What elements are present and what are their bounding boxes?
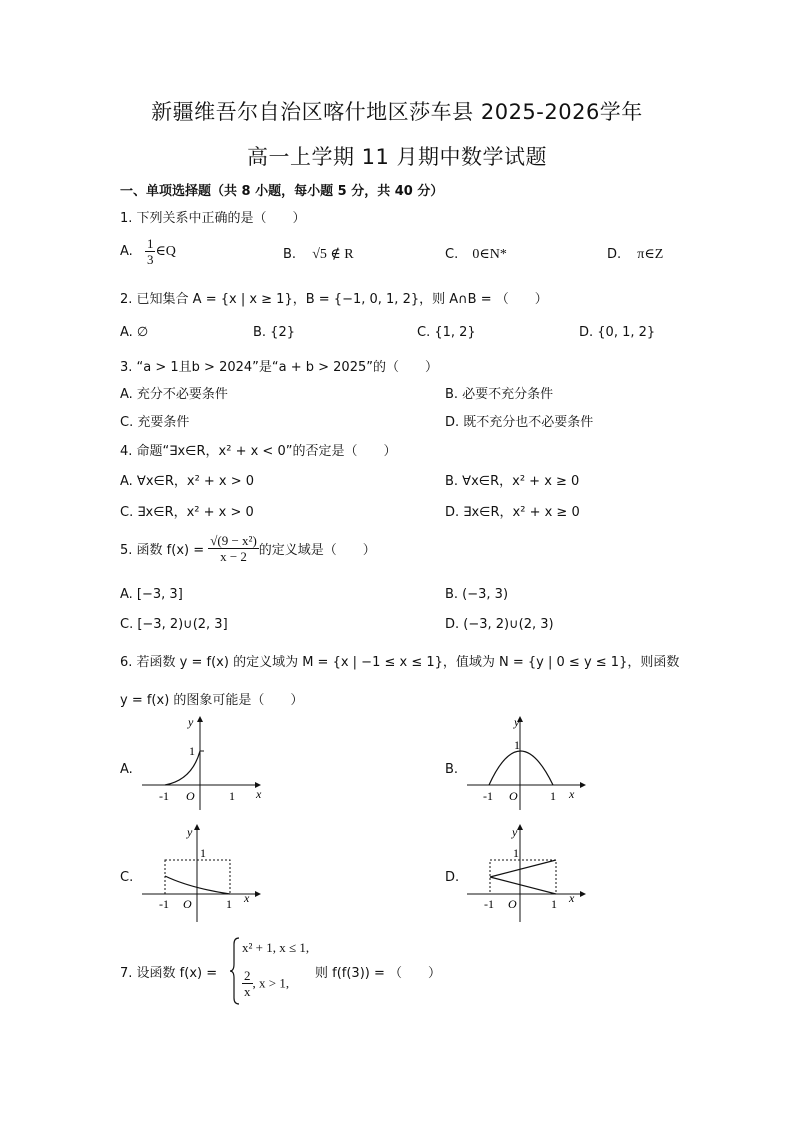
q5-option-b: B. (−3, 3): [445, 587, 509, 602]
q6-option-a-label: A.: [120, 762, 133, 777]
q1-option-a: [120, 236, 176, 267]
q3-option-c: C. 充要条件: [120, 415, 190, 430]
curve: [489, 751, 553, 785]
q2-option-c: C. {1, 2}: [417, 325, 476, 340]
y-one-label: 1: [189, 744, 195, 758]
one-label: 1: [551, 897, 557, 911]
q1-a-fraction: [145, 236, 156, 267]
neg-one-label: -1: [159, 789, 169, 803]
q7-stem-prefix: 7. 设函数 f(x) =: [120, 966, 218, 981]
q2-option-d: D. {0, 1, 2}: [579, 325, 656, 340]
q1-option-b: [283, 246, 354, 263]
q1-a-label: A.: [120, 244, 133, 259]
one-label: 1: [229, 789, 235, 803]
q4-option-c: C. ∃x∈R，x² + x > 0: [120, 505, 254, 520]
x-axis-arrow-icon: [580, 782, 586, 788]
q5-stem-suffix: 的定义域是（ ）: [258, 543, 376, 558]
q5-stem: [120, 533, 376, 564]
q4-option-b: B. ∀x∈R，x² + x ≥ 0: [445, 474, 580, 489]
q4-option-a: A. ∀x∈R，x² + x > 0: [120, 474, 255, 489]
q6-option-d-label: D.: [445, 870, 460, 885]
q3-option-b: B. 必要不充分条件: [445, 387, 554, 402]
section-heading: 一、单项选择题（共 8 小题，每小题 5 分，共 40 分）: [120, 184, 444, 199]
y-one-label: 1: [514, 738, 520, 752]
x-label: x: [569, 891, 575, 905]
q5-numerator: √(9 − x²): [210, 533, 257, 548]
q1-a-numerator: 1: [146, 236, 154, 251]
q3-option-d: D. 既不充分也不必要条件: [445, 415, 594, 430]
origin-label: O: [509, 789, 518, 803]
q7-case-2-fraction: [242, 968, 253, 999]
title-line-2: 高一上学期 11 月期中数学试题: [246, 145, 548, 169]
x-axis-arrow-icon: [255, 891, 261, 897]
q6-graph-d: [465, 822, 585, 922]
q1-c-text: 0∈N*: [472, 247, 507, 262]
q7-case-2-numerator: 2: [244, 968, 251, 983]
q6-stem-line-2: y = f(x) 的图象可能是（ ）: [120, 693, 304, 708]
q6-graph-c: [140, 822, 260, 922]
q1-a-rest: ∈Q: [155, 244, 176, 259]
title-line-1: 新疆维吾尔自治区喀什地区莎车县 2025-2026学年: [151, 100, 643, 124]
y-one-label: 1: [200, 846, 206, 860]
q5-option-c: C. [−3, 2)∪(2, 3]: [120, 617, 228, 632]
q7-case-2: [242, 968, 289, 999]
x-label: x: [244, 891, 250, 905]
q1-stem: 1. 下列关系中正确的是（ ）: [120, 211, 306, 226]
q5-fraction: [208, 533, 259, 564]
origin-label: O: [186, 789, 195, 803]
q7-case-1: x² + 1, x ≤ 1,: [242, 940, 310, 955]
q2-stem: 2. 已知集合 A = {x | x ≥ 1}，B = {−1, 0, 1, 2}，则 A∩B = （ ）: [120, 292, 548, 307]
q1-d-label: D.: [607, 247, 622, 262]
q4-stem: 4. 命题“∃x∈R，x² + x < 0”的否定是（ ）: [120, 444, 397, 459]
q1-a-denominator: 3: [146, 252, 154, 267]
q1-option-d: [607, 246, 663, 263]
q3-option-a: A. 充分不必要条件: [120, 387, 228, 402]
origin-label: O: [183, 897, 192, 911]
neg-one-label: -1: [484, 897, 494, 911]
q1-option-c: [445, 246, 507, 263]
q3-stem: 3. “a > 1且b > 2024”是“a + b > 2025”的（ ）: [120, 360, 438, 375]
q7-case-2-rest: , x > 1,: [252, 975, 290, 991]
neg-one-label: -1: [159, 897, 169, 911]
q5-stem-prefix: 5. 函数 f(x) =: [120, 543, 205, 558]
y-label: y: [512, 825, 518, 839]
q6-graph-a: [140, 714, 260, 812]
y-label: y: [187, 825, 193, 839]
q6-graph-b: [465, 714, 585, 812]
q5-option-a: A. [−3, 3]: [120, 587, 183, 602]
y-one-label: 1: [513, 846, 519, 860]
q7-case-2-denominator: x: [244, 984, 251, 999]
one-label: 1: [226, 897, 232, 911]
origin-label: O: [508, 897, 517, 911]
q2-option-a: A. ∅: [120, 325, 149, 340]
lower-segment: [490, 877, 556, 894]
upper-segment: [490, 860, 556, 877]
y-label: y: [188, 715, 194, 729]
q1-c-label: C.: [445, 247, 459, 262]
x-label: x: [256, 787, 262, 801]
q4-option-d: D. ∃x∈R，x² + x ≥ 0: [445, 505, 580, 520]
x-label: x: [569, 787, 575, 801]
q5-denominator: x − 2: [220, 549, 247, 564]
y-label: y: [514, 715, 520, 729]
neg-one-label: -1: [483, 789, 493, 803]
q6-stem-line-1: 6. 若函数 y = f(x) 的定义域为 M = {x | −1 ≤ x ≤ 1}，值域为 N = {y | 0 ≤ y ≤ 1}，则函数: [120, 655, 680, 670]
q6-option-c-label: C.: [120, 870, 134, 885]
q6-option-b-label: B.: [445, 762, 459, 777]
q2-option-b: B. {2}: [253, 325, 295, 340]
one-label: 1: [550, 789, 556, 803]
dashed-bounding-box: [490, 860, 556, 894]
q5-option-d: D. (−3, 2)∪(2, 3): [445, 617, 554, 632]
q1-b-text: √5 ∉ R: [312, 247, 354, 262]
x-axis-arrow-icon: [580, 891, 586, 897]
y-axis-arrow-icon: [197, 716, 203, 722]
q1-d-text: π∈Z: [637, 247, 664, 262]
y-axis-arrow-icon: [194, 824, 200, 830]
q1-b-label: B.: [283, 247, 297, 262]
q7-stem-suffix: 则 f(f(3)) = （ ）: [315, 966, 442, 981]
left-brace-icon: [229, 936, 241, 1006]
y-axis-arrow-icon: [517, 824, 523, 830]
